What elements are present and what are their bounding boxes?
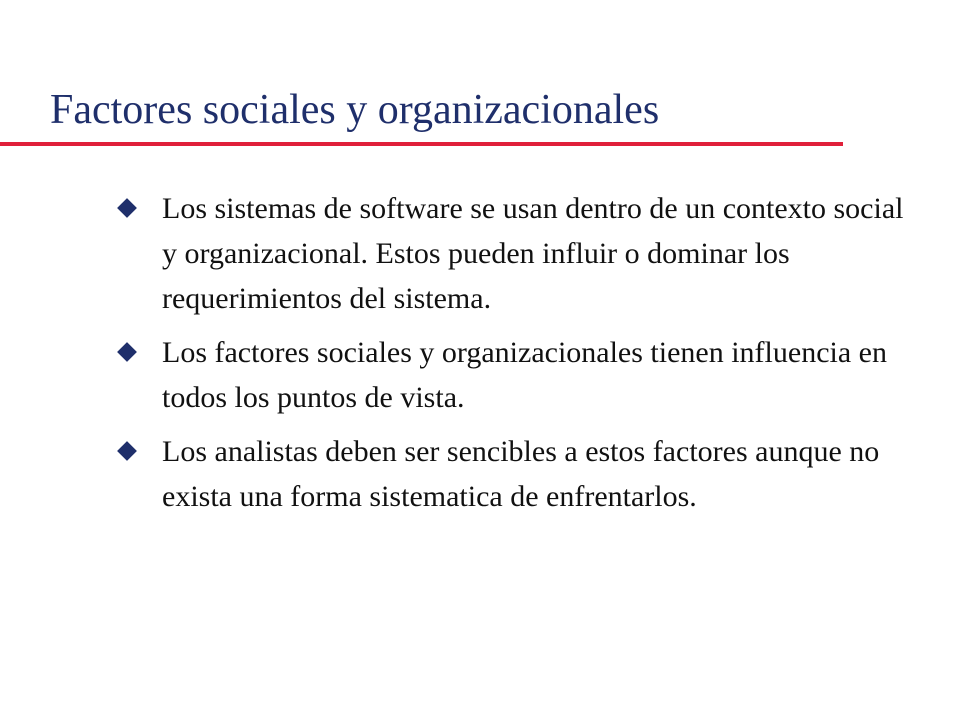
title-underline-rule <box>0 142 843 146</box>
bullet-list <box>118 186 918 528</box>
bullet-text: Los analistas deben ser sencibles a estos factores aunque no exista una forma sistematica de enfrentarlos. <box>162 435 880 513</box>
diamond-bullet-icon <box>117 342 137 362</box>
bullet-item <box>118 330 918 420</box>
bullet-text: Los sistemas de software se usan dentro de un contexto social y organizacional. Estos pueden influir o dominar los requerimientos del sistema. <box>162 192 904 315</box>
diamond-bullet-icon <box>117 441 137 461</box>
slide-title: Factores sociales y organizacionales <box>50 87 660 133</box>
bullet-text: Los factores sociales y organizacionales tienen influencia en todos los puntos de vista. <box>162 336 887 414</box>
bullet-item <box>118 429 918 519</box>
bullet-item <box>118 186 918 321</box>
diamond-bullet-icon <box>117 198 137 218</box>
